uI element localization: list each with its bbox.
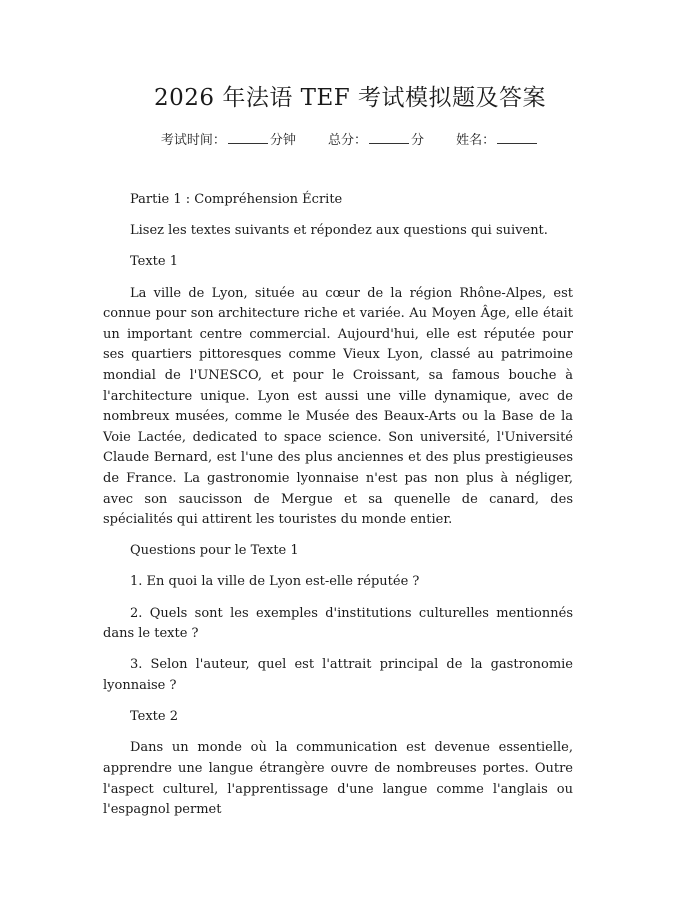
question-item: 1. En quoi la ville de Lyon est-elle réputée ?	[130, 574, 420, 590]
name-field	[456, 131, 539, 151]
texte1-body: La ville de Lyon, située au cœur de la région Rhône-Alpes, est connue pour son architecture riche et variée. Au Moyen Âge, elle était un important centre commercial. Aujourd'hui, elle est réputée pour ses quartiers pittoresques comme Vieux Lyon, classé au patrimoine mondial de l'UNESCO, et pour le Croissant, sa famous bouche à l'architecture unique. Lyon est aussi une ville dynamique, avec de nombreux musées, comme le Musée des Beaux-Arts ou la Base de la Voie Lactée, dedicated to space science. Son université, l'Université Claude Bernard, est l'une des plus anciennes et des plus prestigieuses de France. La gastronomie lyonnaise n'est pas non plus à négliger, avec son saucisson de Mergue et sa quenelle de canard, des spécialités qui attirent les touristes du monde entier.	[103, 285, 573, 528]
instruction-text: Lisez les textes suivants et répondez aux questions qui suivent.	[130, 223, 548, 239]
part-heading: Partie 1 : Compréhension Écrite	[130, 192, 343, 207]
exam-meta	[0, 131, 700, 151]
exam-time-blank	[228, 131, 268, 144]
texte1-heading: Texte 1	[130, 254, 179, 270]
questions1-heading: Questions pour le Texte 1	[130, 543, 299, 559]
exam-time-unit: 分钟	[269, 133, 296, 148]
document-body	[103, 190, 573, 831]
texte2-heading: Texte 2	[130, 709, 179, 725]
exam-time-field	[161, 131, 296, 151]
document-title: 2026 年法语 TEF 考试模拟题及答案	[153, 85, 547, 111]
total-score-label: 总分：	[327, 133, 367, 148]
total-score-blank	[369, 131, 409, 144]
exam-time-label: 考试时间：	[160, 133, 226, 148]
texte2-body: Dans un monde où la communication est devenue essentielle, apprendre une langue étrangère ouvre de nombreuses portes. Outre l'aspect culturel, l'apprentissage d'une langue comme l'anglais ou l'espagnol permet	[103, 740, 573, 818]
name-blank	[497, 131, 537, 144]
total-score-field	[328, 131, 424, 151]
name-label: 姓名：	[456, 133, 496, 148]
question-item: 3. Selon l'auteur, quel est l'attrait principal de la gastronomie lyonnaise ?	[103, 657, 573, 694]
question-item: 2. Quels sont les exemples d'institutions culturelles mentionnés dans le texte ?	[103, 605, 573, 642]
total-score-unit: 分	[411, 133, 425, 148]
